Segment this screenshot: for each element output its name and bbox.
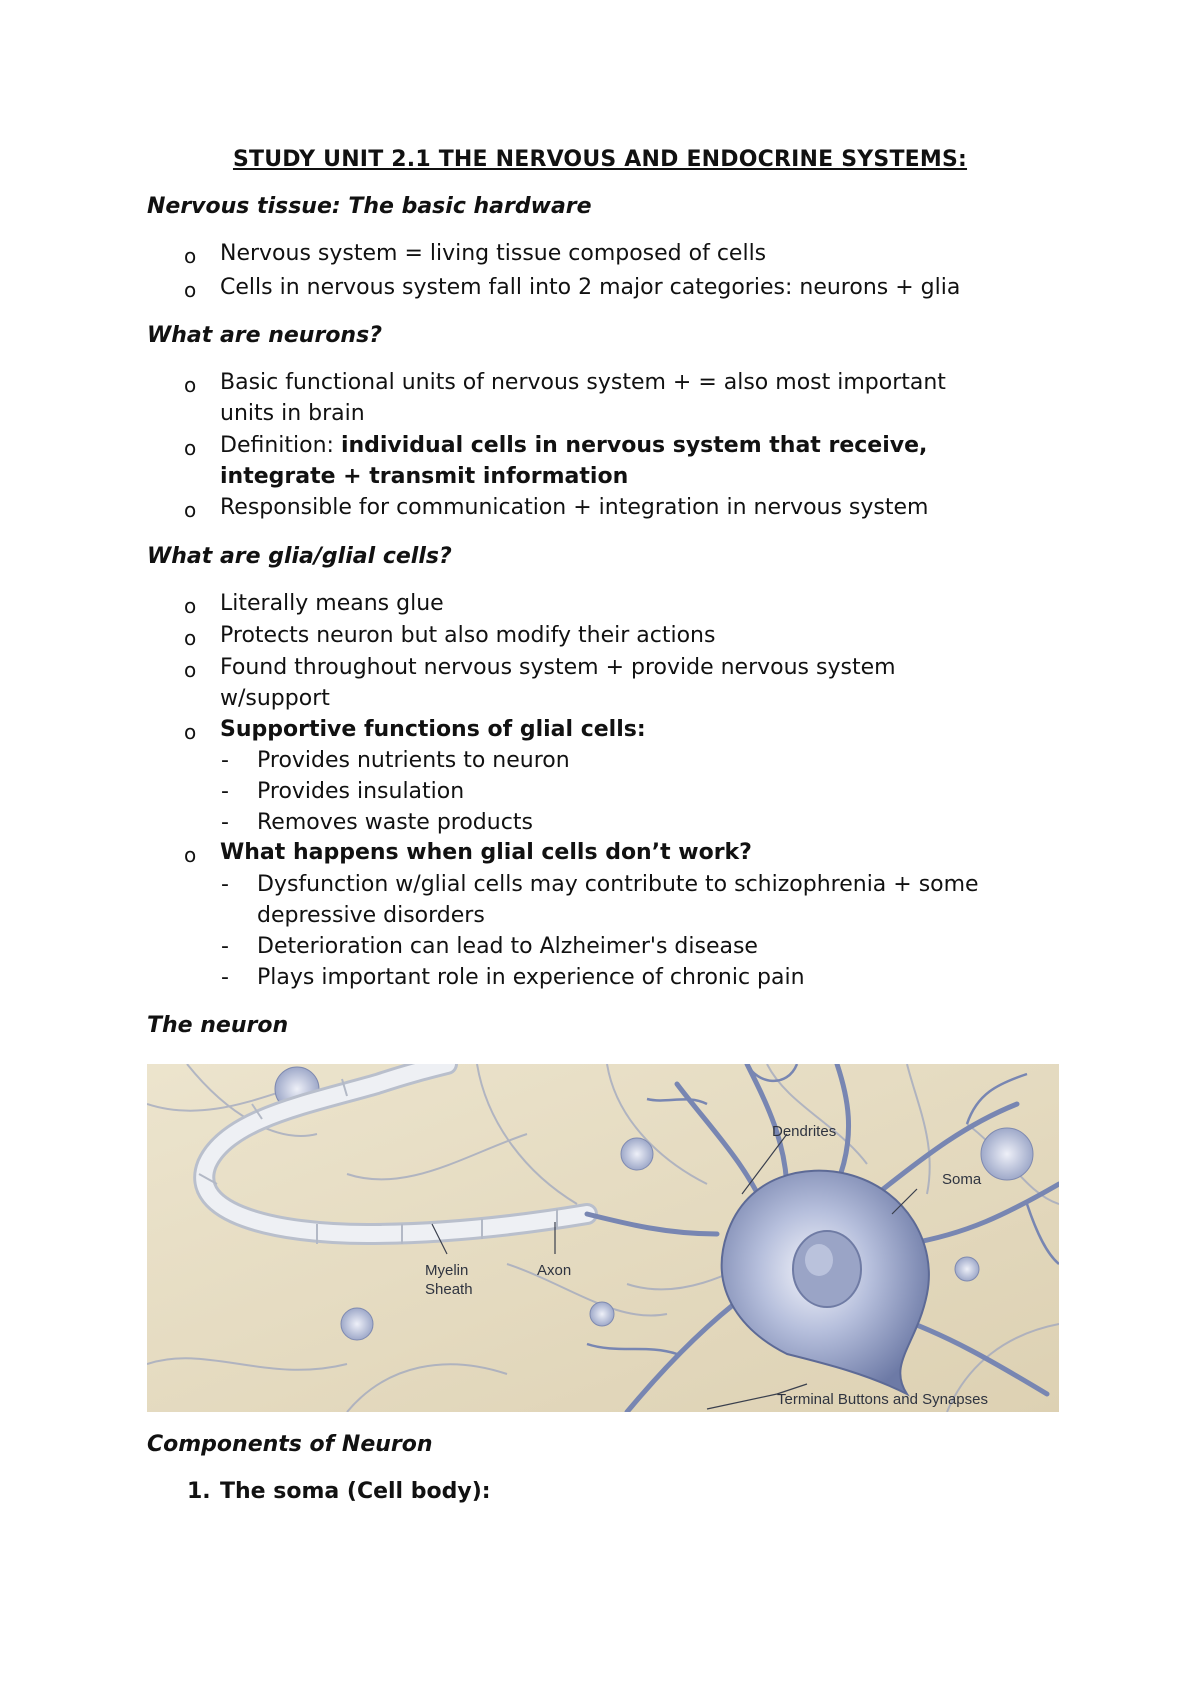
sub-list-item-continuation: depressive disorders bbox=[257, 903, 485, 928]
neuron-illustration bbox=[147, 1064, 1059, 1412]
dash-marker: - bbox=[221, 965, 229, 990]
section-heading-neuron: The neuron bbox=[147, 1013, 289, 1038]
dash-marker: - bbox=[221, 934, 229, 959]
sub-list-item: Plays important role in experience of chronic pain bbox=[257, 965, 805, 990]
dash-marker: - bbox=[221, 779, 229, 804]
sub-list-item: Deterioration can lead to Alzheimer's disease bbox=[257, 934, 758, 959]
list-item-continuation: units in brain bbox=[220, 401, 365, 426]
bullet-marker: o bbox=[184, 843, 197, 867]
sub-list-item: Provides insulation bbox=[257, 779, 465, 804]
section-heading-components: Components of Neuron bbox=[147, 1432, 433, 1457]
label-dendrites: Dendrites bbox=[772, 1123, 837, 1140]
bullet-marker: o bbox=[184, 373, 197, 397]
bullet-marker: o bbox=[184, 626, 197, 650]
list-item-continuation: w/support bbox=[220, 686, 330, 711]
dash-marker: - bbox=[221, 872, 229, 897]
dash-marker: - bbox=[221, 748, 229, 773]
bullet-marker: o bbox=[184, 658, 197, 682]
label-soma: Soma bbox=[942, 1171, 982, 1188]
label-myelin: Myelin bbox=[425, 1262, 469, 1279]
bullet-marker: o bbox=[184, 720, 197, 744]
sub-list-item: Provides nutrients to neuron bbox=[257, 748, 570, 773]
list-item-bold: Supportive functions of glial cells: bbox=[220, 717, 646, 742]
list-item: Found throughout nervous system + provide nervous system bbox=[220, 655, 896, 680]
bullet-marker: o bbox=[184, 436, 197, 460]
sub-list-item: Removes waste products bbox=[257, 810, 533, 835]
sub-list-item: Dysfunction w/glial cells may contribute to schizophrenia + some bbox=[257, 872, 979, 897]
list-item: Literally means glue bbox=[220, 591, 444, 616]
bullet-marker: o bbox=[184, 498, 197, 522]
numbered-item: The soma (Cell body): bbox=[220, 1479, 491, 1504]
label-axon: Axon bbox=[537, 1262, 572, 1279]
neuron-diagram bbox=[147, 1064, 1059, 1412]
list-item bbox=[220, 433, 927, 458]
numbered-marker: 1. bbox=[187, 1479, 211, 1504]
label-sheath: Sheath bbox=[425, 1281, 473, 1298]
list-item: Responsible for communication + integration in nervous system bbox=[220, 495, 929, 520]
list-item: Protects neuron but also modify their actions bbox=[220, 623, 716, 648]
bullet-marker: o bbox=[184, 278, 197, 302]
dash-marker: - bbox=[221, 810, 229, 835]
definition-bold-continuation: integrate + transmit information bbox=[220, 464, 629, 489]
label-terminal: Terminal Buttons and Synapses bbox=[777, 1391, 988, 1408]
list-item: Cells in nervous system fall into 2 major categories: neurons + glia bbox=[220, 275, 961, 300]
list-item: Basic functional units of nervous system + = also most important bbox=[220, 370, 946, 395]
section-heading-neurons: What are neurons? bbox=[147, 323, 382, 348]
section-heading-glia: What are glia/glial cells? bbox=[147, 544, 452, 569]
bullet-marker: o bbox=[184, 244, 197, 268]
page-title: STUDY UNIT 2.1 THE NERVOUS AND ENDOCRINE SYSTEMS: bbox=[232, 147, 968, 172]
section-heading-tissue: Nervous tissue: The basic hardware bbox=[147, 194, 592, 219]
list-item-bold: What happens when glial cells don’t work? bbox=[220, 840, 752, 865]
definition-bold: individual cells in nervous system that receive, bbox=[340, 433, 928, 458]
definition-prefix: Definition: bbox=[220, 433, 341, 458]
list-item: Nervous system = living tissue composed of cells bbox=[220, 241, 767, 266]
bullet-marker: o bbox=[184, 594, 197, 618]
